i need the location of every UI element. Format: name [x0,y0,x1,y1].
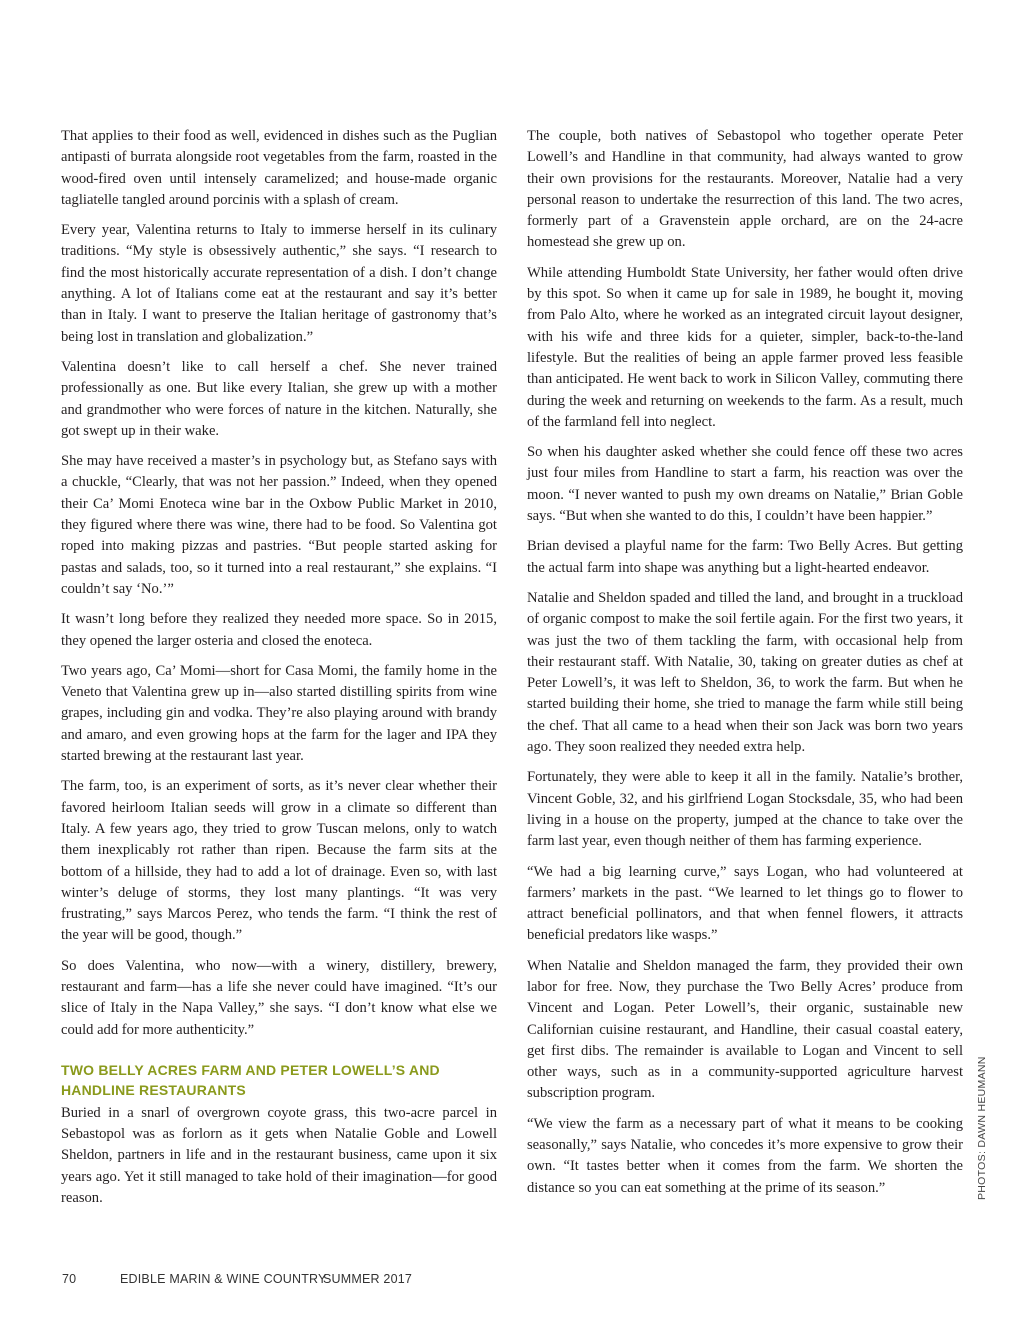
body-paragraph: Fortunately, they were able to keep it all in the family. Natalie’s brother, Vincent Goble, 32, and his girlfriend Logan Stocksdale, 35, who had been living in a house on the property, jumped at the chance to take over the farm last year, even though neither of them has farming experience. [527,769,963,850]
body-paragraph: Valentina doesn’t like to call herself a chef. She never trained professionally as one. But like every Italian, she grew up with a mother and grandmother who were forces of nature in the kitchen. Naturally, she got swept up in their wake. [61,358,497,439]
body-paragraph: While attending Humboldt State University, her father would often drive by this spot. So when it came up for sale in 1989, he bought it, moving from Palo Alto, where he worked as an integrated circuit layout designer, with his wife and three kids for a quieter, simpler, back-to-the-land lifestyle. But the realities of being an apple farmer proved less feasible than anticipated. He went back to work in Silicon Valley, commuting there during the week and returning on weekends to the farm. As a result, much of the farmland fell into neglect. [527,264,963,430]
body-paragraph: “We view the farm as a necessary part of what it means to be cooking seasonally,” says Natalie, who concedes it’s more expensive to grow their own. “It tastes better when it comes from the farm. We shorten the distance so you can eat something at the prime of its season.” [527,1115,963,1196]
body-paragraph: So does Valentina, who now—with a winery, distillery, brewery, restaurant and farm—has a life she never could have imagined. “It’s our slice of Italy in the Napa Valley,” she says. “I don’t know what else we could add for more authenticity.” [61,957,497,1038]
body-paragraph: Natalie and Sheldon spaded and tilled the land, and brought in a truckload of organic compost to make the soil fertile again. For the first two years, it was just the two of them tackling the farm, with occasional help from their restaurant staff. With Natalie, 30, taking on greater duties as chef at Peter Lowell’s, it was left to Sheldon, 36, to work the farm. But when he started building their home, she tried to manage the farm while still being the chef. That all came to a head when their son Jack was born two years ago. They soon realized they needed extra help. [527,589,963,756]
body-paragraph: Two years ago, Ca’ Momi—short for Casa Momi, the family home in the Veneto that Valentina grew up in—also started distilling spirits from wine grapes, including gin and vodka. They’re also playing around with brandy and amaro, and even growing hops at the farm for the lager and IPA they started brewing at the restaurant last year. [61,662,497,765]
issue-label: SUMMER 2017 [323,1272,413,1286]
body-paragraph: Buried in a snarl of overgrown coyote grass, this two-acre parcel in Sebastopol was as forlorn as it gets when Natalie Goble and Lowell Sheldon, partners in life and in the restaurant business, came upon it six years ago. Yet it still managed to take hold of their imagination—for good reason. [61,1104,497,1207]
body-paragraph: Every year, Valentina returns to Italy to immerse herself in its culinary traditions. “My style is obsessively authentic,” she says. “I research to find the most historically accurate representation of a dish. I don’t change anything. A lot of Italians come eat at the restaurant and say it’s better than in Italy. I want to preserve the Italian heritage of gastronomy that’s being lost in translation and globalization.” [61,222,497,345]
body-paragraph: Brian devised a playful name for the farm: Two Belly Acres. But getting the actual farm into shape was anything but a light-hearted endeavor. [527,538,963,576]
body-paragraph: When Natalie and Sheldon managed the farm, they provided their own labor for free. Now, they purchase the Two Belly Acres’ produce from Vincent and Logan. Peter Lowell’s, their organic, sustainable new Californian cuisine restaurant, and Handline, their casual coastal eatery, get first dibs. The remainder is available to Logan and Vincent to sell other ways, such as in a community-supported agriculture harvest subscription program. [527,957,963,1102]
page-number: 70 [62,1272,77,1286]
body-paragraph: She may have received a master’s in psychology but, as Stefano says with a chuckle, “Clearly, that was not her passion.” Indeed, when they opened their Ca’ Momi Enoteca wine bar in the Oxbow Public Market in 2010, they figured where there was wine, there had to be food. So Valentina got roped into making pizzas and pastries. “But people started asking for pastas and salads, too, so it turned into a real restaurant,” she explains. “I couldn’t say ‘No.’” [61,453,497,597]
body-paragraph: The farm, too, is an experiment of sorts, as it’s never clear whether their favored heirloom Italian seeds will grow in a climate so different than Italy. A few years ago, they tried to grow Tuscan melons, only to watch them inexplicably rot rather than ripen. Because the farm sits at the bottom of a hillside, they had to add a lot of drainage. Even so, with last winter’s deluge of storms, they lost many plantings. “It was very frustrating,” says Marcos Perez, who tends the farm. “I think the rest of the year will be good, though.” [61,778,497,944]
body-paragraph: So when his daughter asked whether she could fence off these two acres just four miles from Handline to start a farm, his reaction was over the moon. “I never wanted to push my own dreams on Natalie,” Brian Goble says. “But when she wanted to do this, I couldn’t have been happier.” [527,444,963,525]
body-paragraph: “We had a big learning curve,” says Logan, who had volunteered at farmers’ markets in the past. “We learned to let things go to flower to attract beneficial pollinators, and that when fennel flowers, it attracts beneficial predators like wasps.” [527,863,963,944]
right-column [527,126,963,1208]
photo-credit: PHOTOS: DAWN HEUMANN [976,1056,988,1200]
body-paragraph: That applies to their food as well, evidenced in dishes such as the Puglian antipasti of burrata alongside root vegetables from the farm, roasted in the wood-fired oven until intensely caramelized; and house-made organic tagliatelle tangled around porcinis with a splash of cream. [61,128,497,208]
publication-name: EDIBLE MARIN & WINE COUNTRY [120,1272,327,1286]
left-column [61,126,497,1218]
body-paragraph: It wasn’t long before they realized they needed more space. So in 2015, they opened the larger osteria and closed the enoteca. [61,611,497,649]
section-heading: TWO BELLY ACRES FARM AND PETER LOWELL’S AND HANDLINE RESTAURANTS [61,1061,440,1098]
body-paragraph: The couple, both natives of Sebastopol who together operate Peter Lowell’s and Handline in that community, had always wanted to grow their own provisions for the restaurants. Moreover, Natalie had a very personal reason to undertake the resurrection of this land. The two acres, formerly part of a Gravenstein apple orchard, are on the 24-acre homestead she grew up on. [527,128,963,251]
